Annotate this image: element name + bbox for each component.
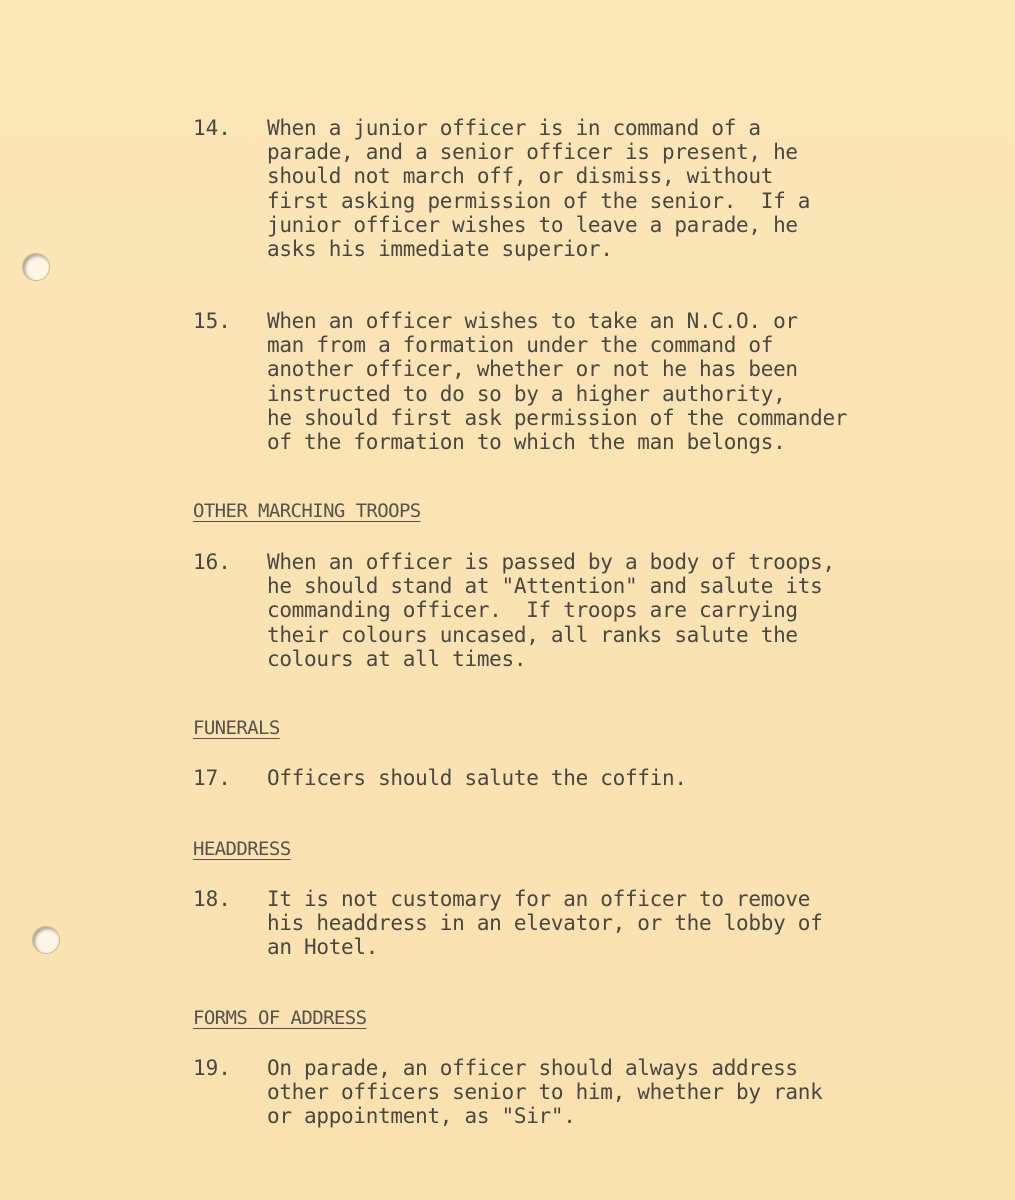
paragraph-number: 17. <box>193 766 231 790</box>
paragraph-text: When an officer is passed by a body of troops, he should stand at "Attention" and salute its commanding officer. If troops are carrying their colours uncased, all ranks salute the colours at all times. <box>267 550 835 671</box>
paragraph-18 <box>193 887 983 960</box>
paragraph-text: On parade, an officer should always address other officers senior to him, whether by rank or appointment, as "Sir". <box>267 1056 823 1129</box>
paragraph-15 <box>193 309 983 454</box>
paragraph-number: 16. <box>193 550 231 574</box>
paragraph-number: 14. <box>193 116 231 140</box>
paragraph-text: It is not customary for an officer to remove his headdress in an elevator, or the lobby of an Hotel. <box>267 887 823 960</box>
section-heading-funerals: FUNERALS <box>193 717 280 739</box>
section-heading-other-marching-troops: OTHER MARCHING TROOPS <box>193 500 421 522</box>
punch-hole <box>22 253 50 281</box>
paragraph-number: 18. <box>193 887 231 911</box>
paragraph-19 <box>193 1056 983 1129</box>
paragraph-text: When a junior officer is in command of a parade, and a senior officer is present, he should not march off, or dismiss, without first asking permission of the senior. If a junior officer wishes to leave a parade, he asks his immediate superior. <box>267 116 811 262</box>
paragraph-text: When an officer wishes to take an N.C.O. or man from a formation under the command of another officer, whether or not he has been instructed to do so by a higher authority, he should first ask permission of the commander of the formation to which the man belongs. <box>267 309 848 455</box>
paragraph-number: 15. <box>193 309 231 333</box>
section-heading-forms-of-address: FORMS OF ADDRESS <box>193 1007 367 1029</box>
paragraph-number: 19. <box>193 1056 231 1080</box>
section-heading-headdress: HEADDRESS <box>193 838 291 860</box>
punch-hole <box>32 926 60 954</box>
paragraph-14 <box>193 116 983 261</box>
paragraph-17 <box>193 766 983 790</box>
paragraph-16 <box>193 550 983 671</box>
paragraph-text: Officers should salute the coffin. <box>267 766 687 790</box>
